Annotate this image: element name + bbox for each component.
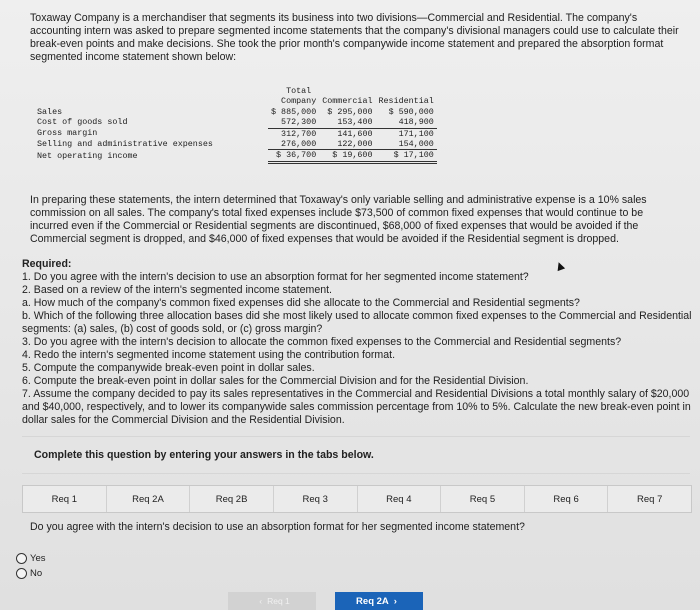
radio-button[interactable]: [16, 553, 27, 564]
tab-req-2b[interactable]: Req 2B: [190, 486, 274, 512]
table-row: Gross margin 312,700 141,600 171,100: [37, 128, 434, 139]
next-button[interactable]: Req 2A ›: [335, 592, 423, 610]
instructions-box: [22, 436, 690, 474]
header-total-company: Total Company: [281, 86, 317, 107]
chevron-left-icon: ‹: [259, 596, 263, 606]
choice-no[interactable]: [16, 566, 46, 580]
header-commercial: Commercial: [322, 96, 373, 107]
required-item: 1. Do you agree with the intern's decision to use an absorption format for her segmented income statement?: [22, 271, 529, 283]
requirement-tabs: [22, 485, 692, 513]
tab-req-7[interactable]: Req 7: [637, 493, 663, 505]
assumptions-paragraph: In preparing these statements, the intern determined that Toxaway's only variable selling and administrative expense is a 10% sales commission on all sales. The company's total fixed expenses include $73,500 of common fixed expenses that would continue to be incurred even if the Commercial or Residential segments are discontinued, $68,000 of fixed expenses that would be avoided if the Commercial segment is dropped, and $46,000 of fixed expenses that would be avoided if the Residential segment is dropped.: [30, 194, 647, 245]
choice-label: Yes: [30, 552, 46, 564]
required-item: 2. Based on a review of the intern's segmented income statement.: [22, 284, 333, 296]
table-row: Cost of goods sold 572,300 153,400 418,900: [34, 117, 437, 128]
table-row: Selling and administrative expenses 276,000 122,000 154,000: [34, 139, 437, 150]
required-section: [22, 258, 692, 427]
tab-req-2a[interactable]: Req 2A: [107, 486, 191, 512]
complete-prompt: Complete this question by entering your answers in the tabs below.: [34, 449, 374, 461]
required-item: 7. Assume the company decided to pay its sales representatives in the Commercial and Residential Divisions a total monthly salary of $20,000 and $40,000, respectively, and to lower its companywide sales commission percentage from 10% to 5%. Calculate the new break-even point in dollar sales for the Commercial Division and the Residential Division.: [22, 388, 691, 426]
segmented-income-statement: [34, 86, 454, 164]
radio-button[interactable]: [16, 568, 27, 579]
choice-label: No: [30, 567, 43, 579]
tab-req-5[interactable]: Req 5: [441, 486, 525, 512]
chevron-right-icon: ›: [393, 595, 397, 607]
required-item: b. Which of the following three allocation bases did she most likely used to allocate common fixed expenses to the Commercial and Residential segments: (a) sales, (b) cost of goods sold, or (c) gross margin?: [22, 310, 692, 335]
required-item: 6. Compute the break-even point in dollar sales for the Commercial Division and for the Residential Division.: [22, 375, 529, 387]
required-item: a. How much of the company's common fixed expenses did she allocate to the Commercial and Residential segments?: [22, 297, 580, 309]
required-item: 4. Redo the intern's segmented income statement using the contribution format.: [22, 349, 396, 361]
header-residential: Residential: [378, 96, 434, 107]
answer-choices: [16, 551, 46, 581]
intro-text: Toxaway Company is a merchandiser that segments its business into two divisions—Commercial and Residential. The company's accounting intern was asked to prepare segmented income statements that the company's divisional managers could use to calculate their break-even points and make decisions. She took the prior month's companywide income statement and prepared the absorption format segmented income statement shown below:: [30, 12, 679, 63]
table-row: Sales $ 885,000 $ 295,000 $ 590,000: [37, 106, 434, 117]
table-row: Net operating income $ 36,700 $ 19,600 $ 17,100: [34, 150, 437, 162]
question-text: Do you agree with the intern's decision to use an absorption format for her segmented income statement?: [30, 521, 525, 533]
required-item: 5. Compute the companywide break-even point in dollar sales.: [22, 362, 315, 374]
required-title: Required:: [22, 258, 72, 270]
tab-req-1[interactable]: Req 1: [23, 486, 107, 512]
previous-button[interactable]: ‹ Req 1: [228, 592, 316, 610]
tab-req-4[interactable]: Req 4: [358, 486, 442, 512]
tab-req-3[interactable]: Req 3: [274, 486, 358, 512]
navigation-bar: [0, 592, 700, 610]
choice-yes[interactable]: [16, 551, 46, 565]
required-item: 3. Do you agree with the intern's decision to allocate the common fixed expenses to the Commercial and Residential segments?: [22, 336, 622, 348]
tab-req-6[interactable]: Req 6: [525, 486, 609, 512]
